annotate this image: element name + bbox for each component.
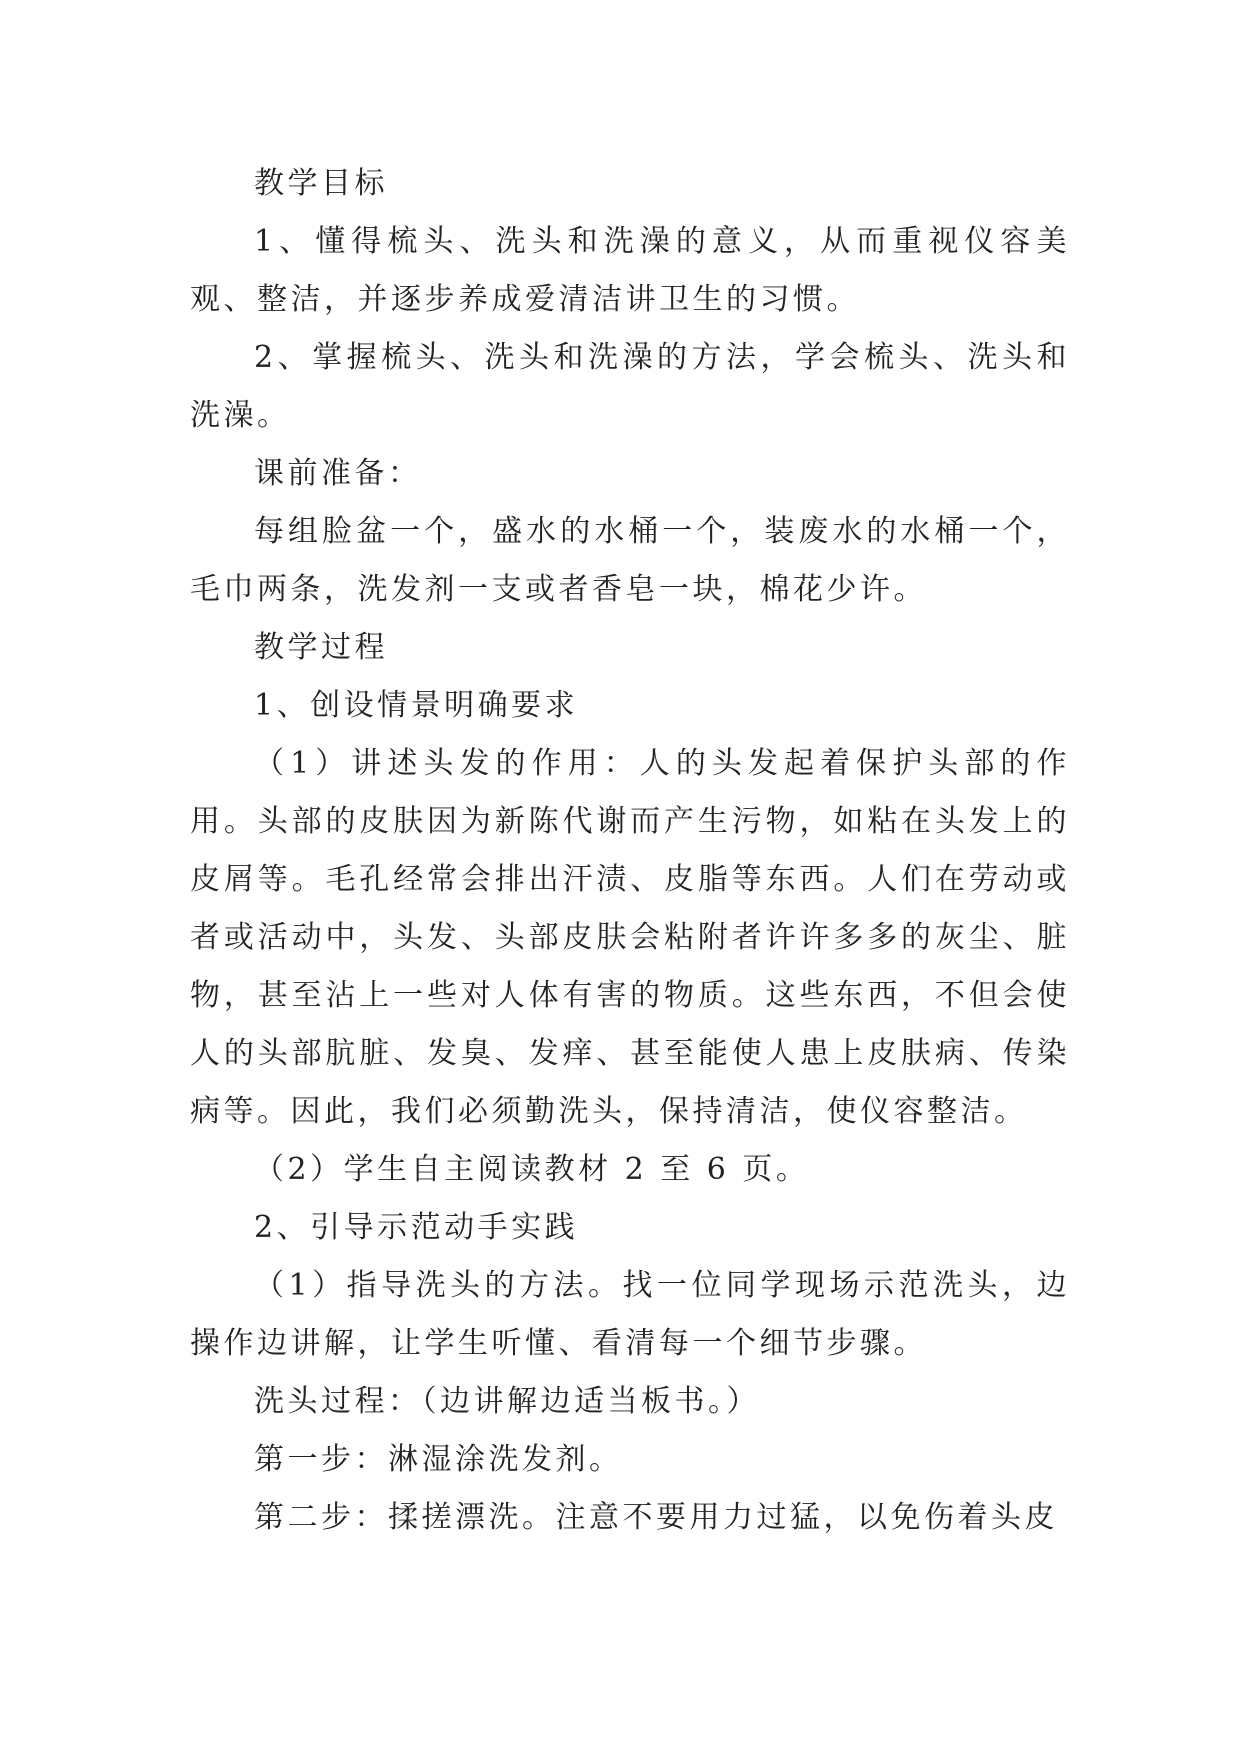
heading-teaching-process: 教学过程 [254, 630, 388, 665]
heading-preparation: 课前准备： [254, 456, 422, 491]
heading-teaching-goals: 教学目标 [254, 166, 388, 201]
process-step-1-title: 1、创设情景明确要求 [254, 688, 579, 723]
process-step-1-item-2: （2）学生自主阅读教材 2 至 6 页。 [254, 1152, 810, 1187]
hair-washing-step-2: 第二步：揉搓漂洗。注意不要用力过猛，以免伤着头皮 [254, 1500, 1058, 1535]
process-step-1-item-1: （1）讲述头发的作用：人的头发起着保护头部的作用。头部的皮肤因为新陈代谢而产生污物，如粘在头发上的皮屑等。毛孔经常会排出汗渍、皮脂等东西。人们在劳动或者或活动中，头发、头部皮肤会粘附者许许多多的灰尘、脏物，甚至沾上一些对人体有害的物质。这些东西，不但会使人的头部肮脏、发臭、发痒、甚至能使人患上皮肤病、传染病等。因此，我们必须勤洗头，保持清洁，使仪容整洁。 [190, 746, 1070, 1129]
hair-washing-step-1: 第一步：淋湿涂洗发剂。 [254, 1442, 623, 1477]
hair-washing-process-label: 洗头过程：（边讲解边适当板书。） [254, 1384, 760, 1419]
process-step-2-title: 2、引导示范动手实践 [254, 1210, 579, 1245]
document-body [190, 155, 1070, 1547]
goal-item-2: 2、掌握梳头、洗头和洗澡的方法，学会梳头、洗头和洗澡。 [190, 340, 1070, 433]
goal-item-1: 1、懂得梳头、洗头和洗澡的意义，从而重视仪容美观、整洁，并逐步养成爱清洁讲卫生的习惯。 [190, 224, 1070, 317]
preparation-materials: 每组脸盆一个，盛水的水桶一个，装废水的水桶一个，毛巾两条，洗发剂一支或者香皂一块，棉花少许。 [190, 514, 1070, 607]
process-step-2-item-1: （1）指导洗头的方法。找一位同学现场示范洗头，边操作边讲解，让学生听懂、看清每一个细节步骤。 [190, 1268, 1070, 1361]
